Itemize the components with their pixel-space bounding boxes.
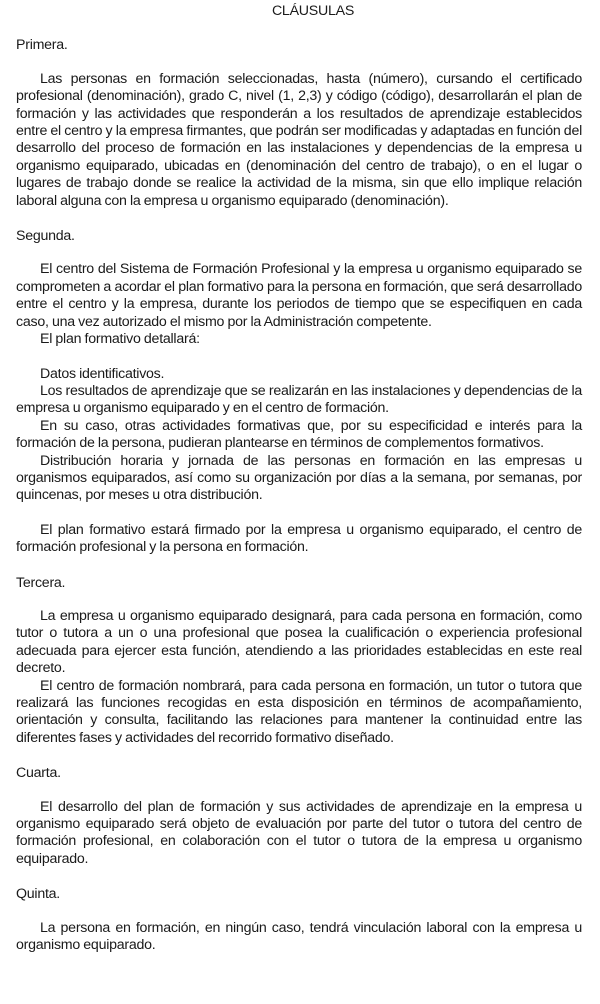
clause-paragraph: El plan formativo detallará:: [40, 331, 200, 348]
plan-item-resultados: Los resultados de aprendizaje que se realizarán en las instalaciones y dependencias de la empresa u organismo equiparado y en el centro de formación.: [16, 382, 582, 417]
clause-heading: Primera.: [16, 37, 68, 54]
clause-heading: Cuarta.: [16, 765, 61, 782]
clause-paragraph: La empresa u organismo equiparado designará, para cada persona en formación, como tutor o tutora a un o una profesional que posea la cualificación o experiencia profesional adecuada para ejercer esta función, atendiendo a las prioridades establecidas en este real decreto.: [16, 607, 582, 677]
clause-body: [16, 608, 582, 747]
clause-cuarta: [16, 765, 582, 868]
clause-body: [16, 71, 582, 210]
clause-heading: Quinta.: [16, 886, 60, 903]
plan-item-otras-actividades: En su caso, otras actividades formativas que, por su especificidad e interés para la formación de la persona, pudieran plantearse en términos de complementos formativos.: [16, 417, 582, 452]
clause-body: [16, 799, 582, 869]
clause-heading: Tercera.: [16, 574, 66, 591]
clause-body: [16, 261, 582, 556]
clause-quinta: [16, 886, 582, 954]
clause-paragraph: Las personas en formación seleccionadas, hasta (número), cursando el certificado profesional (denominación), grado C, nivel (1, 2,3) y código (código), desarrollarán el plan de formación y las actividades que responderán a los resultados de aprendizaje establecidos entre el centro y la empresa firmantes, que podrán ser modificadas y adaptadas en función del desarrollo del proceso de formación en las instalaciones y dependencias de la empresa u organismo equiparado, ubicadas en (denominación del centro de trabajo), o en el lugar o lugares de trabajo donde se realice la actividad de la misma, sin que ello implique relación laboral alguna con la empresa u organismo equiparado (denominación).: [16, 70, 582, 209]
clause-segunda: [16, 228, 582, 557]
clause-tercera: [16, 575, 582, 748]
clause-primera: [16, 37, 582, 210]
clause-paragraph: El centro del Sistema de Formación Profesional y la empresa u organismo equiparado se comprometen a acordar el plan formativo para la persona en formación, que será desarrollado entre el centro y la empresa, durante los periodos de tiempo que se especifiquen en cada caso, una vez autorizado el mismo por la Administración competente.: [16, 261, 582, 330]
clause-heading: Segunda.: [16, 228, 75, 245]
clause-body: [16, 920, 582, 955]
clause-paragraph: La persona en formación, en ningún caso, tendrá vinculación laboral con la empresa u organismo equiparado.: [16, 919, 582, 954]
plan-item-datos: Datos identificativos.: [40, 365, 165, 382]
clause-paragraph: El desarrollo del plan de formación y sus actividades de aprendizaje en la empresa u organismo equiparado será objeto de evaluación por parte del tutor o tutora del centro de formación profesional, en colaboración con el tutor o tutora de la empresa u organismo equiparado.: [16, 798, 582, 867]
plan-item-distribucion: Distribución horaria y jornada de las personas en formación en las empresas u organismos equiparados, así como su organización por días a la semana, por semanas, por quincenas, por meses u otra distribución.: [16, 452, 582, 504]
document-title: CLÁUSULAS: [271, 3, 355, 19]
clause-paragraph: El plan formativo estará firmado por la empresa u organismo equiparado, el centro de formación profesional y la persona en formación.: [16, 521, 582, 556]
clause-paragraph: El centro de formación nombrará, para cada persona en formación, un tutor o tutora que realizará las funciones recogidas en esta disposición en términos de acompañamiento, orientación y consulta, facilitando las relaciones para mantener la continuidad entre las diferentes fases y actividades del recorrido formativo diseñado.: [16, 677, 582, 746]
